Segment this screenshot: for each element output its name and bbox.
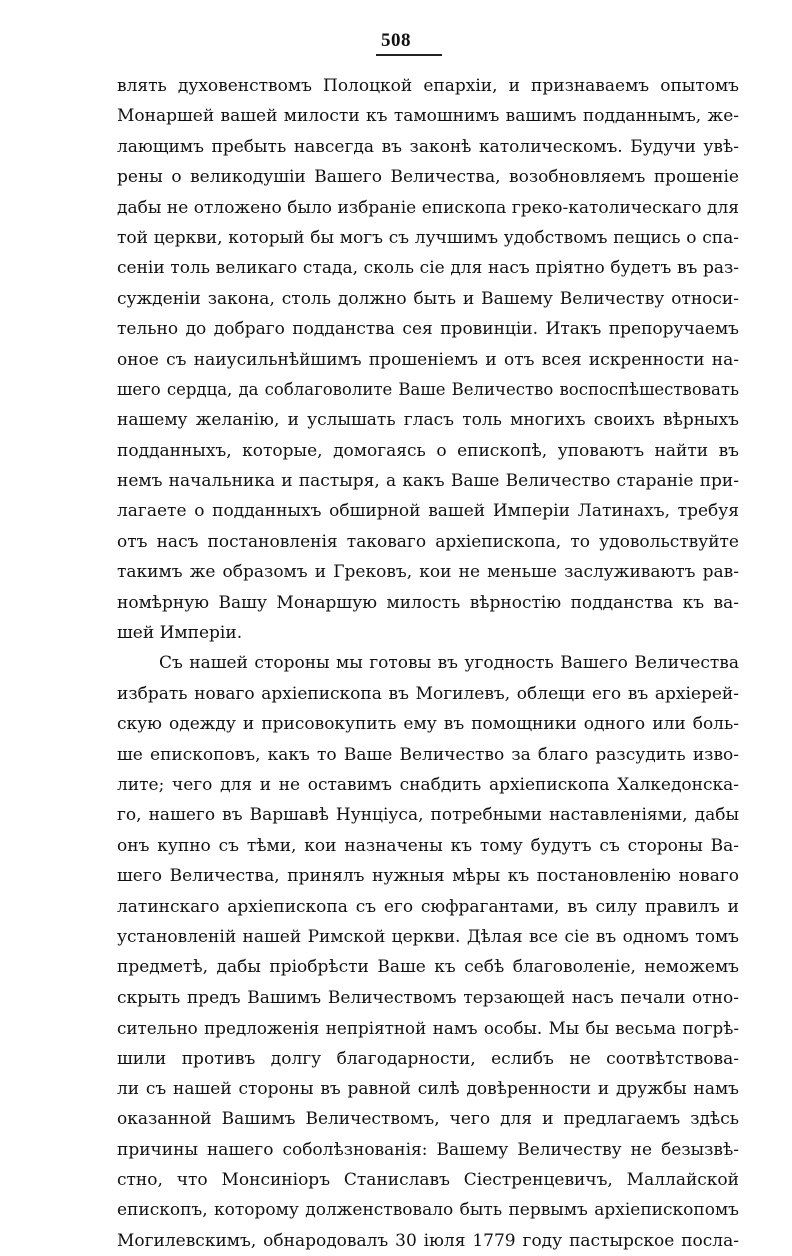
text-line: скую одежду и присовокупить ему въ помощники одного или боль-	[117, 714, 739, 735]
text-line: немъ начальника и пастыря, а какъ Ваше Величество стараніе при-	[117, 471, 739, 492]
text-line: предметѣ, дабы пріобрѣсти Ваше къ себѣ благоволеніе, неможемъ	[117, 957, 739, 978]
text-body	[117, 71, 739, 1256]
text-line: такимъ же образомъ и Грековъ, кои не меньше заслуживаютъ рав-	[117, 562, 739, 583]
text-line: сужденіи закона, столь должно быть и Вашему Величеству относи-	[117, 288, 739, 309]
text-line: ше епископовъ, какъ то Ваше Величество за благо разсудить изво-	[117, 744, 739, 765]
paragraph	[117, 71, 739, 648]
text-line: стно, что Монсиніоръ Станиславъ Сіестренцевичъ, Маллайской	[117, 1170, 739, 1191]
text-line: го, нашего въ Варшавѣ Нунціуса, потребными наставленіями, дабы	[117, 805, 739, 826]
text-line: латинскаго архіепископа съ его сюфрагантами, въ силу правилъ и	[117, 896, 739, 917]
text-line: рены о великодушіи Вашего Величества, возобновляемъ прошеніе	[117, 167, 739, 188]
text-line: скрыть предъ Вашимъ Величествомъ терзающей насъ печали отно-	[117, 987, 739, 1008]
text-line: номѣрную Вашу Монаршую милость вѣрностію подданства къ ва-	[117, 592, 739, 613]
text-line: отъ насъ постановленія таковаго архіепископа, то удовольствуйте	[117, 531, 739, 552]
text-line: оказанной Вашимъ Величествомъ, чего для и предлагаемъ здѣсь	[117, 1109, 739, 1130]
text-line: избрать новаго архіепископа въ Могилевъ, облещи его въ архіерей-	[117, 683, 739, 704]
text-line: оное съ наиусильнѣйшимъ прошеніемъ и отъ всея искренности на-	[117, 349, 739, 370]
text-line: шего сердца, да соблаговолите Ваше Величество воспоспѣшествовать	[117, 379, 739, 399]
page-number: 508	[381, 30, 411, 51]
text-line: епископъ, которому долженствовало быть первымъ архіепископомъ	[117, 1200, 739, 1221]
text-line: шего Величества, принялъ нужныя мѣры къ постановленію новаго	[117, 866, 739, 887]
text-line: влять духовенствомъ Полоцкой епархіи, и признаваемъ опытомъ	[117, 76, 739, 96]
text-line: лагаете о подданныхъ обширной вашей Имперіи Латинахъ, требуя	[117, 501, 739, 522]
text-line: тельно до добраго подданства сея провинціи. Итакъ препоручаемъ	[117, 319, 739, 340]
page-number-rule	[376, 54, 442, 56]
text-line: Съ нашей стороны мы готовы въ угодность Вашего Величества	[159, 653, 739, 674]
text-line: причины нашего соболѣзнованія: Вашему Величеству не безызвѣ-	[117, 1139, 739, 1160]
text-line: сеніи толь великаго стада, сколь сіе для насъ пріятно будетъ въ раз-	[117, 258, 739, 279]
paragraph	[117, 648, 739, 1256]
text-line: установленій нашей Римской церкви. Дѣлая все сіе въ одномъ томъ	[117, 926, 739, 947]
text-line: Монаршей вашей милости къ тамошнимъ вашимъ подданнымъ, же-	[117, 106, 739, 127]
text-line: подданныхъ, которые, домогаясь о епископѣ, уповаютъ найти въ	[117, 440, 739, 461]
text-line: Могилевскимъ, обнародовалъ 30 іюля 1779 году пастырское посла-	[117, 1230, 739, 1251]
text-line: той церкви, который бы могъ съ лучшимъ удобствомъ пещись о спа-	[117, 227, 739, 248]
text-line: шей Имперіи.	[117, 623, 243, 644]
text-line: ли съ нашей стороны въ равной силѣ довѣренности и дружбы намъ	[117, 1078, 739, 1099]
text-line: дабы не отложено было избраніе епископа греко-католическаго для	[117, 197, 739, 218]
text-line: сительно предложенія непріятной намъ особы. Мы бы весьма погрѣ-	[117, 1018, 739, 1039]
text-line: лающимъ пребыть навсегда въ законѣ католическомъ. Будучи увѣ-	[117, 136, 739, 157]
text-line: лите; чего для и не оставимъ снабдить архіепископа Халкедонска-	[117, 774, 739, 795]
text-line: нашему желанію, и услышать гласъ толь многихъ своихъ вѣрныхъ	[117, 410, 739, 431]
text-line: шили противъ долгу благодарности, еслибъ не соотвѣтствова-	[117, 1048, 739, 1069]
text-line: онъ купно съ тѣми, кои назначены къ тому будутъ съ стороны Ва-	[117, 835, 739, 856]
